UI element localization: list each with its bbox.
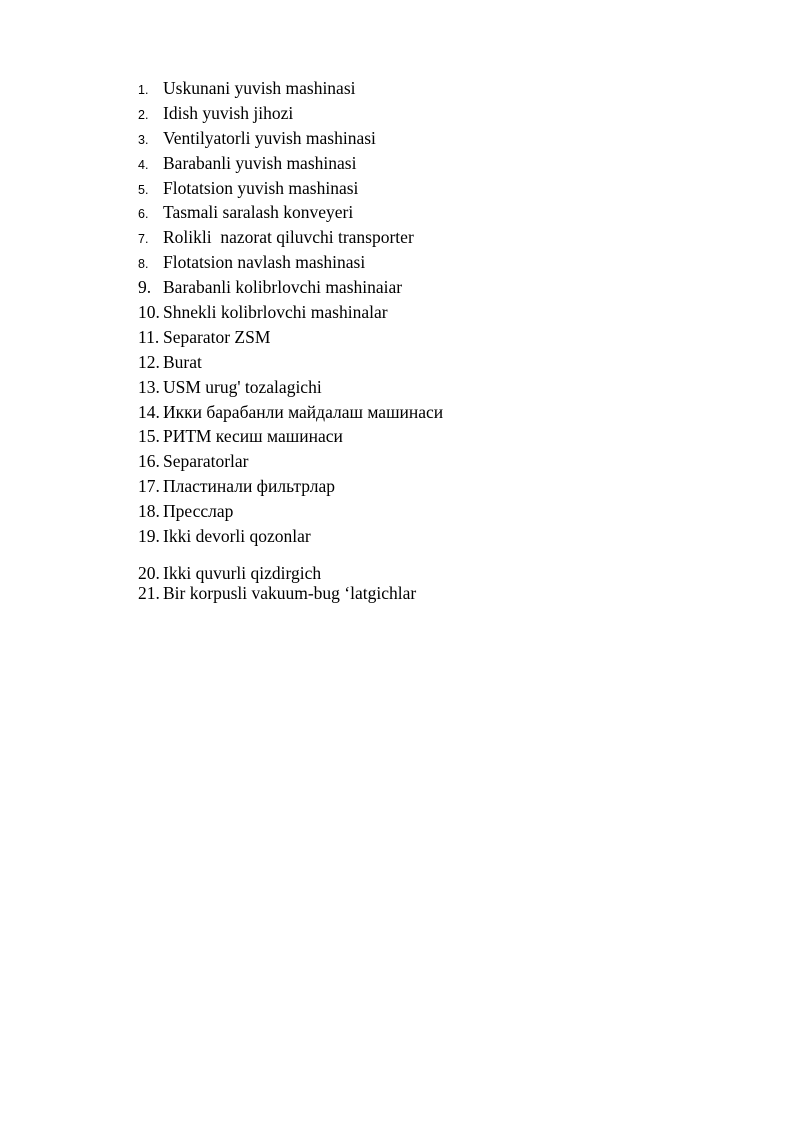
list-item: [138, 275, 443, 300]
item-number: 1.: [138, 83, 149, 97]
item-text: Barabanli kolibrlovchi mashinaiar: [163, 277, 403, 298]
item-text: Flotatsion yuvish mashinasi: [163, 177, 359, 198]
list-item: [138, 101, 443, 126]
item-number: 3.: [138, 132, 149, 147]
item-text: USM urug' tozalagichi: [163, 376, 322, 397]
item-text: Flotatsion navlash mashinasi: [163, 252, 366, 273]
list-item: [138, 424, 443, 449]
item-number: 11.: [138, 326, 160, 347]
item-text: Rolikli nazorat qiluvchi transporter: [163, 227, 414, 248]
item-text: Barabanli yuvish mashinasi: [163, 152, 357, 173]
list-item: [138, 583, 443, 603]
item-number: 12.: [138, 351, 160, 372]
list-item: [138, 350, 443, 375]
list-item: [138, 499, 443, 524]
list-item: [138, 250, 443, 275]
item-number: 19.: [138, 526, 160, 547]
item-number: 15.: [138, 426, 160, 447]
list-item: [138, 524, 443, 549]
item-number: 9.: [138, 277, 152, 298]
item-number: 17.: [138, 476, 160, 497]
list-item: [138, 200, 443, 225]
item-text: Separatorlar: [163, 451, 249, 472]
list-item: [138, 449, 443, 474]
item-text: Tasmali saralash konveyeri: [163, 202, 354, 223]
list-item: [138, 300, 443, 325]
item-text: РИТМ кесиш машинаси: [163, 426, 343, 447]
list-item: [138, 474, 443, 499]
item-number: 2.: [138, 107, 149, 122]
item-number: 5.: [138, 182, 149, 197]
equipment-list: [138, 76, 443, 603]
item-number: 20.: [138, 562, 160, 583]
list-item: [138, 126, 443, 151]
list-item: [138, 76, 443, 101]
item-text: Пресслар: [163, 501, 234, 522]
item-text: Ventilyatorli yuvish mashinasi: [163, 127, 376, 148]
item-text: Пластинали фильтрлар: [163, 476, 336, 497]
item-number: 6.: [138, 207, 149, 222]
item-text: Shnekli kolibrlovchi mashinalar: [163, 302, 388, 323]
item-text: Burat: [163, 351, 202, 372]
list-item: [138, 563, 443, 583]
item-text: Ikki quvurli qizdirgich: [163, 562, 322, 583]
item-number: 8.: [138, 257, 149, 272]
item-text: Bir korpusli vakuum-bug ‘latgichlar: [163, 582, 417, 603]
item-text: Ikki devorli qozonlar: [163, 526, 311, 547]
item-number: 10.: [138, 302, 160, 323]
list-item: [138, 375, 443, 400]
list-item: [138, 151, 443, 176]
list-item: [138, 325, 443, 350]
item-number: 14.: [138, 401, 160, 422]
item-number: 16.: [138, 451, 160, 472]
item-number: 21.: [138, 582, 160, 603]
item-text: Uskunani yuvish mashinasi: [163, 78, 356, 98]
list-item: [138, 225, 443, 250]
list-item: [138, 176, 443, 201]
item-number: 7.: [138, 232, 149, 247]
item-number: 4.: [138, 157, 149, 172]
item-text: Separator ZSM: [163, 326, 271, 347]
item-text: Idish yuvish jihozi: [163, 102, 294, 123]
item-text: Икки барабанли майдалаш машинаси: [163, 401, 444, 422]
item-number: 18.: [138, 501, 160, 522]
list-item: [138, 400, 443, 425]
item-number: 13.: [138, 376, 160, 397]
